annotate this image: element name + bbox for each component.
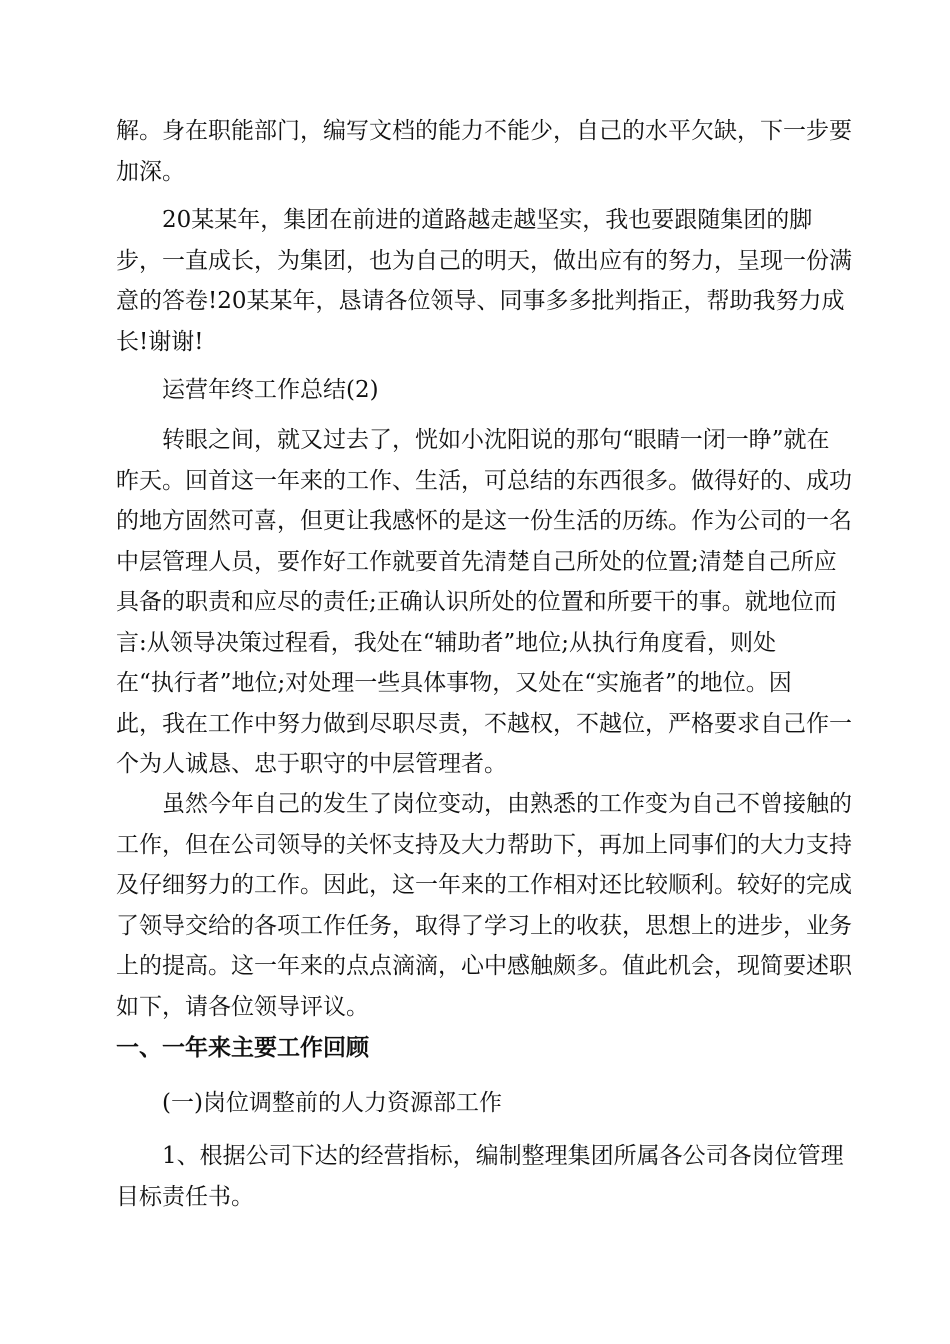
text-line: 步，一直成长，为集团，也为自己的明天，做出应有的努力，呈现一份满 — [116, 247, 852, 274]
text-line: 中层管理人员，要作好工作就要首先清楚自己所处的位置;清楚自己所应 — [116, 548, 837, 575]
text-line: 的地方固然可喜，但更让我感怀的是这一份生活的历练。作为公司的一名 — [116, 508, 852, 534]
text-line: 加深。 — [116, 158, 185, 185]
text-line: 工作，但在公司领导的关怀支持及大力帮助下，再加上同事们的大力支持 — [116, 831, 852, 858]
subsection-heading — [116, 1083, 838, 1124]
text-line: 虽然今年自己的发生了岗位变动，由熟悉的工作变为自己不曾接触的 — [162, 791, 852, 817]
text-line: 及仔细努力的工作。因此，这一年来的工作相对还比较顺利。较好的完成 — [116, 872, 852, 898]
text-line: 运营年终工作总结(2) — [162, 377, 379, 403]
text-line: 目标责任书。 — [116, 1183, 254, 1210]
text-line: 一、一年来主要工作回顾 — [116, 1035, 369, 1061]
text-line: 1、根据公司下达的经营指标，编制整理集团所属各公司各岗位管理 — [162, 1143, 844, 1169]
text-line: 个为人诚恳、忠于职守的中层管理者。 — [116, 751, 507, 777]
text-line: 转眼之间，就又过去了，恍如小沈阳说的那句“眼睛一闭一睁”就在 — [162, 427, 830, 453]
text-line: (一)岗位调整前的人力资源部工作 — [162, 1090, 502, 1116]
text-line: 意的答卷!20某某年，恳请各位领导、同事多多批判指正，帮助我努力成 — [116, 288, 845, 314]
text-line: 20某某年，集团在前进的道路越走越坚实，我也要跟随集团的脚 — [162, 207, 813, 233]
text-line: 长!谢谢! — [116, 328, 204, 355]
text-line: 昨天。回首这一年来的工作、生活，可总结的东西很多。做得好的、成功 — [116, 467, 852, 494]
paragraph-introduction — [116, 420, 852, 785]
text-line: 此，我在工作中努力做到尽职尽责，不越权，不越位，严格要求自己作一 — [116, 710, 852, 737]
text-line: 具备的职责和应尽的责任;正确认识所处的位置和所要干的事。就地位而 — [116, 589, 837, 615]
list-item — [116, 1136, 844, 1217]
section-heading — [116, 1028, 838, 1069]
paragraph-continuation — [116, 111, 852, 192]
text-line: 上的提高。这一年来的点点滴滴，心中感触颇多。值此机会，现简要述职 — [116, 953, 852, 979]
text-line: 解。身在职能部门，编写文档的能力不能少，自己的水平欠缺，下一步要 — [116, 118, 852, 144]
text-line: 如下，请各位领导评议。 — [116, 993, 369, 1020]
paragraph-future-outlook — [116, 200, 852, 362]
text-line: 在“执行者”地位;对处理一些具体事物，又处在“实施者”的地位。因 — [116, 670, 792, 696]
text-line: 言:从领导决策过程看，我处在“辅助者”地位;从执行角度看，则处 — [116, 629, 777, 656]
text-line: 了领导交给的各项工作任务，取得了学习上的收获，思想上的进步，业务 — [116, 912, 852, 939]
section-title — [116, 370, 838, 411]
paragraph-position-change — [116, 784, 852, 1027]
